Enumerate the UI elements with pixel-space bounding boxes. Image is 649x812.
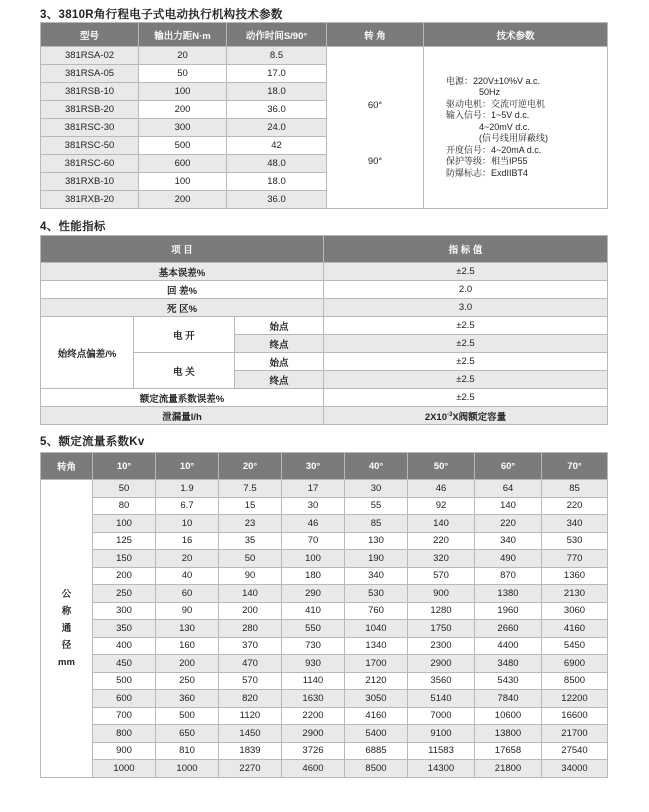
kv-table — [40, 452, 608, 778]
diameter-cell: 1000 — [93, 760, 156, 778]
performance-table — [40, 235, 608, 425]
kv-value-cell: 250 — [156, 672, 219, 690]
table-row — [41, 515, 608, 533]
kv-value-cell: 100 — [282, 550, 345, 568]
kv-value-cell: 140 — [219, 585, 282, 603]
kv-value-cell: 220 — [475, 515, 542, 533]
header-angle-value: 50° — [408, 453, 475, 480]
header-time: 动作时间S/90° — [227, 23, 327, 47]
kv-value-cell: 200 — [156, 655, 219, 673]
kv-value-cell: 1960 — [475, 602, 542, 620]
diameter-cell: 600 — [93, 690, 156, 708]
kv-value-cell: 140 — [408, 515, 475, 533]
nominal-diameter-char: 公 — [61, 588, 72, 600]
kv-value-cell: 14300 — [408, 760, 475, 778]
diameter-cell: 200 — [93, 567, 156, 585]
kv-value-cell: 5450 — [542, 637, 608, 655]
tech-line: 开度信号：4~20mA d.c. — [446, 144, 542, 155]
kv-value-cell: 1000 — [156, 760, 219, 778]
kv-value-cell: 6900 — [542, 655, 608, 673]
kv-value-cell: 1280 — [408, 602, 475, 620]
kv-value-cell: 2200 — [282, 707, 345, 725]
leakage-suffix: X阀额定容量 — [452, 411, 507, 423]
table-row — [41, 655, 608, 673]
section1-title: 3、3810R角行程电子式电动执行机构技术参数 — [40, 9, 283, 21]
header-tech: 技术参数 — [424, 23, 608, 47]
leakage-label: 泄漏量l/h — [41, 407, 324, 425]
kv-value-cell: 21800 — [475, 760, 542, 778]
diameter-cell: 300 — [93, 602, 156, 620]
tech-line: 防爆标志：ExdIIBT4 — [446, 167, 529, 178]
kv-value-cell: 820 — [219, 690, 282, 708]
kv-value-cell: 64 — [475, 480, 542, 498]
model-cell: 381RXB-10 — [41, 173, 139, 191]
model-cell: 381RSC-50 — [41, 137, 139, 155]
kv-value-cell: 40 — [156, 567, 219, 585]
table-row — [41, 725, 608, 743]
kv-value-cell: 7000 — [408, 707, 475, 725]
kv-value-cell: 180 — [282, 567, 345, 585]
kv-value-cell: 10 — [156, 515, 219, 533]
model-cell: 381RSC-60 — [41, 155, 139, 173]
kv-value-cell: 810 — [156, 742, 219, 760]
tech-line: 保护等级：相当IP55 — [446, 156, 528, 167]
off-end-value: ±2.5 — [324, 371, 608, 389]
kv-value-cell: 55 — [345, 497, 408, 515]
kv-value-cell: 7.5 — [219, 480, 282, 498]
kv-value-cell: 34000 — [542, 760, 608, 778]
kv-value-cell: 2300 — [408, 637, 475, 655]
kv-value-cell: 2130 — [542, 585, 608, 603]
kv-value-cell: 1120 — [219, 707, 282, 725]
leakage-value — [324, 407, 608, 425]
kv-value-cell: 280 — [219, 620, 282, 638]
return-diff-value: 2.0 — [324, 281, 608, 299]
time-cell: 8.5 — [227, 47, 327, 65]
basic-error-value: ±2.5 — [324, 263, 608, 281]
kv-value-cell: 2900 — [282, 725, 345, 743]
header-item: 项 目 — [41, 236, 324, 263]
diameter-cell: 500 — [93, 672, 156, 690]
model-cell: 381RSA-02 — [41, 47, 139, 65]
flow-error-label: 额定流量系数误差% — [41, 389, 324, 407]
kv-value-cell: 46 — [282, 515, 345, 533]
kv-value-cell: 370 — [219, 637, 282, 655]
table-row — [41, 742, 608, 760]
tech-line: 输入信号：1~5V d.c. — [446, 110, 530, 121]
table-row — [41, 567, 608, 585]
kv-value-cell: 23 — [219, 515, 282, 533]
kv-value-cell: 1.9 — [156, 480, 219, 498]
kv-value-cell: 4600 — [282, 760, 345, 778]
header-angle-value: 60° — [475, 453, 542, 480]
kv-value-cell: 50 — [219, 550, 282, 568]
kv-value-cell: 3480 — [475, 655, 542, 673]
kv-value-cell: 35 — [219, 532, 282, 550]
kv-value-cell: 1360 — [542, 567, 608, 585]
torque-cell: 500 — [139, 137, 227, 155]
header-angle-value: 20° — [219, 453, 282, 480]
torque-cell: 100 — [139, 173, 227, 191]
end-label: 终点 — [235, 371, 324, 389]
leakage-exponent: -3 — [447, 411, 453, 418]
leakage-prefix: 2X10 — [424, 411, 447, 423]
model-cell: 381RSA-05 — [41, 65, 139, 83]
kv-value-cell: 220 — [408, 532, 475, 550]
kv-value-cell: 6.7 — [156, 497, 219, 515]
kv-value-cell: 490 — [475, 550, 542, 568]
off-start-value: ±2.5 — [324, 353, 608, 371]
kv-value-cell: 870 — [475, 567, 542, 585]
kv-value-cell: 1040 — [345, 620, 408, 638]
start-label: 始点 — [235, 317, 324, 335]
model-cell: 381RSB-10 — [41, 83, 139, 101]
table-row — [41, 532, 608, 550]
diameter-cell: 125 — [93, 532, 156, 550]
table-row — [41, 47, 608, 65]
table-row — [41, 690, 608, 708]
kv-value-cell: 11583 — [408, 742, 475, 760]
kv-value-cell: 3560 — [408, 672, 475, 690]
tech-line: 驱动电机：交流可逆电机 — [446, 98, 546, 109]
kv-value-cell: 21700 — [542, 725, 608, 743]
kv-value-cell: 85 — [542, 480, 608, 498]
kv-value-cell: 770 — [542, 550, 608, 568]
start-label: 始点 — [235, 353, 324, 371]
kv-value-cell: 8500 — [542, 672, 608, 690]
tech-line: 50Hz — [479, 87, 501, 98]
time-cell: 42 — [227, 137, 327, 155]
diameter-cell: 80 — [93, 497, 156, 515]
power-off-label: 电 关 — [134, 353, 235, 389]
header-angle-value: 30° — [282, 453, 345, 480]
kv-value-cell: 1839 — [219, 742, 282, 760]
time-cell: 24.0 — [227, 119, 327, 137]
kv-value-cell: 27540 — [542, 742, 608, 760]
diameter-cell: 400 — [93, 637, 156, 655]
table-row — [41, 707, 608, 725]
kv-value-cell: 160 — [156, 637, 219, 655]
torque-cell: 200 — [139, 101, 227, 119]
tech-params-cell — [424, 47, 608, 209]
kv-value-cell: 1140 — [282, 672, 345, 690]
kv-value-cell: 70 — [282, 532, 345, 550]
power-on-label: 电 开 — [134, 317, 235, 353]
return-diff-label: 回 差% — [41, 281, 324, 299]
kv-value-cell: 220 — [542, 497, 608, 515]
kv-value-cell: 7840 — [475, 690, 542, 708]
header-angle-value: 10° — [93, 453, 156, 480]
kv-value-cell: 1450 — [219, 725, 282, 743]
kv-value-cell: 5430 — [475, 672, 542, 690]
diameter-cell: 100 — [93, 515, 156, 533]
diameter-cell: 350 — [93, 620, 156, 638]
table-row — [41, 760, 608, 778]
torque-cell: 50 — [139, 65, 227, 83]
kv-value-cell: 3050 — [345, 690, 408, 708]
dead-zone-value: 3.0 — [324, 299, 608, 317]
kv-value-cell: 2900 — [408, 655, 475, 673]
flow-error-value: ±2.5 — [324, 389, 608, 407]
section2-title: 4、性能指标 — [40, 221, 106, 233]
kv-value-cell: 410 — [282, 602, 345, 620]
table-row — [41, 317, 608, 335]
torque-cell: 100 — [139, 83, 227, 101]
kv-value-cell: 340 — [542, 515, 608, 533]
table-row — [41, 620, 608, 638]
table-row — [41, 637, 608, 655]
header-model: 型号 — [41, 23, 139, 47]
kv-value-cell: 290 — [282, 585, 345, 603]
time-cell: 18.0 — [227, 83, 327, 101]
table-row — [41, 389, 608, 407]
table-row — [41, 497, 608, 515]
kv-value-cell: 2270 — [219, 760, 282, 778]
table-row — [41, 263, 608, 281]
table-row — [41, 550, 608, 568]
diameter-cell: 250 — [93, 585, 156, 603]
kv-value-cell: 570 — [219, 672, 282, 690]
kv-value-cell: 20 — [156, 550, 219, 568]
kv-value-cell: 360 — [156, 690, 219, 708]
kv-value-cell: 500 — [156, 707, 219, 725]
kv-value-cell: 13800 — [475, 725, 542, 743]
table-row — [41, 480, 608, 498]
time-cell: 48.0 — [227, 155, 327, 173]
kv-value-cell: 4160 — [542, 620, 608, 638]
section3-title: 5、额定流量系数Kv — [40, 436, 145, 448]
kv-value-cell: 10600 — [475, 707, 542, 725]
nominal-diameter-label — [41, 480, 93, 778]
actuator-spec-table — [40, 22, 608, 209]
kv-value-cell: 85 — [345, 515, 408, 533]
kv-value-cell: 6885 — [345, 742, 408, 760]
nominal-diameter-char: mm — [58, 656, 75, 668]
on-end-value: ±2.5 — [324, 335, 608, 353]
kv-value-cell: 140 — [475, 497, 542, 515]
kv-value-cell: 3060 — [542, 602, 608, 620]
kv-value-cell: 530 — [345, 585, 408, 603]
diameter-cell: 150 — [93, 550, 156, 568]
model-cell: 381RXB-20 — [41, 191, 139, 209]
table-header-row — [41, 236, 608, 263]
header-angle: 转角 — [41, 453, 93, 480]
table-header-row — [41, 453, 608, 480]
header-torque: 输出力距N·m — [139, 23, 227, 47]
kv-value-cell: 30 — [345, 480, 408, 498]
time-cell: 36.0 — [227, 191, 327, 209]
kv-value-cell: 320 — [408, 550, 475, 568]
torque-cell: 200 — [139, 191, 227, 209]
diameter-cell: 900 — [93, 742, 156, 760]
header-angle-value: 70° — [542, 453, 608, 480]
kv-value-cell: 15 — [219, 497, 282, 515]
kv-value-cell: 730 — [282, 637, 345, 655]
kv-value-cell: 1750 — [408, 620, 475, 638]
torque-cell: 300 — [139, 119, 227, 137]
kv-value-cell: 12200 — [542, 690, 608, 708]
kv-value-cell: 2660 — [475, 620, 542, 638]
table-row — [41, 672, 608, 690]
kv-value-cell: 900 — [408, 585, 475, 603]
kv-value-cell: 8500 — [345, 760, 408, 778]
header-angle-value: 40° — [345, 453, 408, 480]
tech-line: (信号线用屏蔽线) — [479, 133, 548, 144]
dead-zone-label: 死 区% — [41, 299, 324, 317]
tech-line: 4~20mV d.c. — [479, 121, 530, 132]
kv-value-cell: 90 — [156, 602, 219, 620]
kv-value-cell: 550 — [282, 620, 345, 638]
kv-value-cell: 46 — [408, 480, 475, 498]
kv-value-cell: 650 — [156, 725, 219, 743]
kv-value-cell: 130 — [156, 620, 219, 638]
model-cell: 381RSB-20 — [41, 101, 139, 119]
nominal-diameter-char: 径 — [61, 639, 72, 651]
header-value: 指 标 值 — [324, 236, 608, 263]
table-row — [41, 407, 608, 425]
kv-value-cell: 3726 — [282, 742, 345, 760]
kv-value-cell: 4400 — [475, 637, 542, 655]
angle-cell — [327, 47, 424, 209]
nominal-diameter-char: 通 — [61, 622, 72, 634]
kv-value-cell: 470 — [219, 655, 282, 673]
on-start-value: ±2.5 — [324, 317, 608, 335]
kv-value-cell: 570 — [408, 567, 475, 585]
time-cell: 18.0 — [227, 173, 327, 191]
table-header-row — [41, 23, 608, 47]
angle-90: 90° — [367, 156, 383, 167]
kv-value-cell: 130 — [345, 532, 408, 550]
kv-value-cell: 16600 — [542, 707, 608, 725]
kv-value-cell: 1700 — [345, 655, 408, 673]
kv-value-cell: 60 — [156, 585, 219, 603]
header-angle-value: 10° — [156, 453, 219, 480]
diameter-cell: 800 — [93, 725, 156, 743]
endpoint-deviation-label: 始终点偏差/% — [41, 317, 134, 389]
nominal-diameter-char: 称 — [61, 605, 72, 617]
kv-value-cell: 4160 — [345, 707, 408, 725]
diameter-cell: 50 — [93, 480, 156, 498]
kv-value-cell: 760 — [345, 602, 408, 620]
kv-value-cell: 2120 — [345, 672, 408, 690]
kv-value-cell: 340 — [345, 567, 408, 585]
kv-value-cell: 530 — [542, 532, 608, 550]
table-row — [41, 585, 608, 603]
kv-value-cell: 30 — [282, 497, 345, 515]
kv-value-cell: 92 — [408, 497, 475, 515]
kv-value-cell: 200 — [219, 602, 282, 620]
kv-value-cell: 17658 — [475, 742, 542, 760]
kv-value-cell: 930 — [282, 655, 345, 673]
angle-60: 60° — [367, 100, 383, 111]
end-label: 终点 — [235, 335, 324, 353]
basic-error-label: 基本误差% — [41, 263, 324, 281]
kv-value-cell: 340 — [475, 532, 542, 550]
kv-value-cell: 1630 — [282, 690, 345, 708]
torque-cell: 600 — [139, 155, 227, 173]
table-row — [41, 299, 608, 317]
kv-value-cell: 9100 — [408, 725, 475, 743]
torque-cell: 20 — [139, 47, 227, 65]
diameter-cell: 450 — [93, 655, 156, 673]
table-row — [41, 281, 608, 299]
kv-value-cell: 5140 — [408, 690, 475, 708]
kv-value-cell: 190 — [345, 550, 408, 568]
time-cell: 17.0 — [227, 65, 327, 83]
kv-value-cell: 90 — [219, 567, 282, 585]
kv-value-cell: 1380 — [475, 585, 542, 603]
tech-line: 电源：220V±10%V a.c. — [446, 75, 540, 86]
kv-value-cell: 1340 — [345, 637, 408, 655]
table-row — [41, 602, 608, 620]
time-cell: 36.0 — [227, 101, 327, 119]
model-cell: 381RSC-30 — [41, 119, 139, 137]
diameter-cell: 700 — [93, 707, 156, 725]
kv-value-cell: 16 — [156, 532, 219, 550]
kv-value-cell: 5400 — [345, 725, 408, 743]
kv-value-cell: 17 — [282, 480, 345, 498]
header-angle: 转 角 — [327, 23, 424, 47]
